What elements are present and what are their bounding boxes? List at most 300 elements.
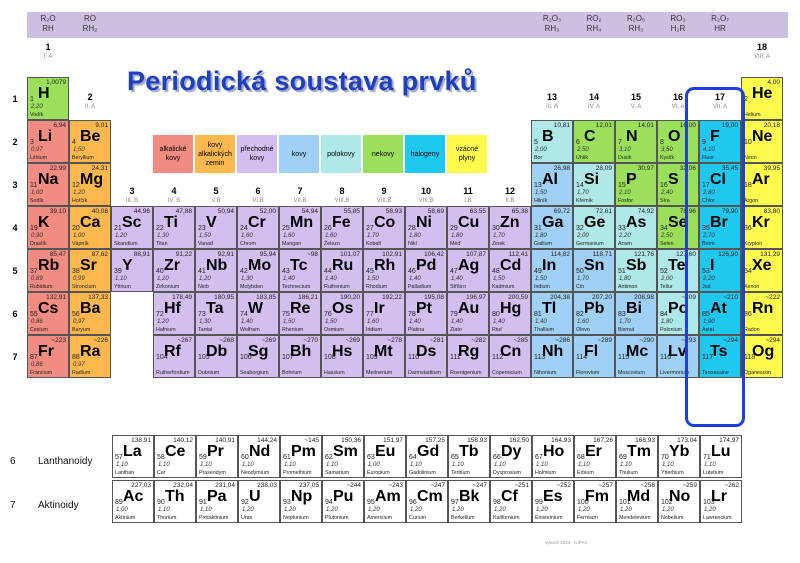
atomic-number: 64 (409, 454, 417, 461)
group-header (28, 42, 68, 61)
element-symbol: Pa (207, 488, 227, 505)
element-name: Fosfor (618, 198, 634, 204)
element-cell (405, 335, 447, 378)
element-name: Zirkonium (156, 284, 180, 290)
element-symbol: Po (668, 300, 689, 317)
atomic-number: 28 (408, 225, 416, 232)
element-symbol: Tc (290, 257, 308, 274)
element-symbol: Ag (458, 257, 480, 274)
electronegativity: 1,10 (620, 462, 632, 468)
element-symbol: Sm (333, 443, 358, 460)
element-name: Skandium (114, 241, 138, 247)
actinoids-label: Aktinoidy (38, 500, 79, 511)
element-name: Lawrencium (703, 515, 732, 521)
atomic-mass: ~258 (640, 482, 655, 489)
group-header (322, 186, 362, 205)
element-symbol: Ts (710, 343, 728, 360)
element-cell (237, 249, 279, 292)
element-cell (321, 292, 363, 335)
group-roman: II.B (505, 198, 515, 204)
atomic-mass: 83,80 (763, 208, 780, 215)
atomic-number: 38 (72, 268, 80, 275)
electronegativity: 2,40 (661, 190, 673, 196)
element-cell (196, 480, 238, 523)
atomic-mass: 28,09 (595, 165, 612, 172)
atomic-number: 1 (30, 96, 34, 103)
element-cell (69, 206, 111, 249)
element-cell (27, 206, 69, 249)
element-symbol: Hg (500, 300, 522, 317)
element-cell (741, 292, 783, 335)
legend-item: vzácné plyny (446, 134, 488, 174)
atomic-number: 36 (744, 225, 752, 232)
element-name: Radium (72, 370, 91, 376)
element-name: Vodík (30, 112, 44, 118)
element-cell (111, 249, 153, 292)
atomic-number: 41 (198, 268, 206, 275)
hydride-label: HR (714, 24, 726, 33)
atomic-mass: 58,69 (427, 208, 444, 215)
atomic-number: 89 (115, 499, 123, 506)
atomic-number: 20 (72, 225, 80, 232)
atomic-number: 93 (283, 499, 291, 506)
electronegativity: 1,40 (493, 319, 505, 325)
element-symbol: Ar (752, 171, 770, 188)
element-symbol: Sc (122, 214, 142, 231)
oxide-formula (658, 14, 698, 34)
atomic-number: 26 (324, 225, 332, 232)
element-symbol: Dy (501, 443, 522, 460)
atomic-number: 4 (72, 139, 76, 146)
group-roman: VIII.B (376, 198, 392, 204)
element-name: Holmium (535, 470, 556, 476)
element-symbol: Bh (290, 343, 312, 360)
element-name: Argon (744, 198, 759, 204)
atomic-number: 81 (534, 311, 542, 318)
atomic-number: 48 (492, 268, 500, 275)
electronegativity: 1,30 (241, 276, 253, 282)
element-name: Titan (156, 241, 168, 247)
element-cell (27, 163, 69, 206)
atomic-number: 116 (660, 354, 672, 361)
atomic-number: 99 (535, 499, 543, 506)
element-cell (111, 206, 153, 249)
electronegativity: 1,80 (661, 319, 673, 325)
element-name: Uran (241, 515, 253, 521)
element-symbol: Er (585, 443, 602, 460)
element-name: Moscovium (618, 370, 645, 376)
element-name: Selen (660, 241, 674, 247)
element-name: Einsteinium (535, 515, 563, 521)
atomic-mass: 190,20 (340, 294, 360, 301)
atomic-mass: 87,62 (91, 251, 108, 258)
group-roman: III. A (545, 104, 558, 110)
electronegativity: 2,80 (703, 190, 715, 196)
group-roman: VII.B (293, 198, 307, 204)
atomic-mass: 101,07 (340, 251, 360, 258)
element-cell (741, 206, 783, 249)
atomic-number: 42 (240, 268, 248, 275)
element-name: Chrom (240, 241, 256, 247)
element-cell (741, 249, 783, 292)
element-name: Thulium (619, 470, 638, 476)
electronegativity: 2,00 (661, 276, 673, 282)
group-number: 2 (87, 92, 93, 102)
element-name: Beryllium (72, 155, 94, 161)
element-name: Nihonium (534, 370, 557, 376)
atomic-mass: 95,94 (259, 251, 276, 258)
element-symbol: Nd (249, 443, 271, 460)
atomic-mass: 231,04 (215, 482, 235, 489)
element-symbol: Tl (542, 300, 557, 317)
element-symbol: Ni (416, 214, 432, 231)
element-cell (574, 480, 616, 523)
element-name: Cer (157, 470, 166, 476)
atomic-mass: 12,01 (595, 122, 612, 129)
atomic-number: 65 (451, 454, 459, 461)
element-cell (69, 249, 111, 292)
element-name: Neptunium (283, 515, 309, 521)
atomic-number: 29 (450, 225, 458, 232)
element-name: Darmstadtium (408, 370, 441, 376)
electronegativity: 0,86 (31, 319, 43, 325)
element-cell (27, 120, 69, 163)
element-cell (447, 249, 489, 292)
atomic-number: 52 (660, 268, 668, 275)
period-label: 3 (12, 180, 18, 190)
element-name: Francium (30, 370, 53, 376)
element-name: Hassium (324, 370, 345, 376)
group-number: 5 (213, 186, 219, 196)
atomic-number: 100 (577, 499, 589, 506)
element-cell (153, 249, 195, 292)
atomic-mass: 192,22 (382, 294, 402, 301)
element-symbol: Zn (500, 214, 520, 231)
element-cell (573, 206, 615, 249)
atomic-mass: 91,22 (175, 251, 192, 258)
atomic-number: 109 (366, 354, 378, 361)
electronegativity: 0,99 (73, 276, 85, 282)
atomic-number: 8 (660, 139, 664, 146)
atomic-mass: 138,91 (131, 437, 151, 444)
atomic-mass: ~244 (346, 482, 361, 489)
group-header (364, 186, 404, 205)
element-name: Oganesson (744, 370, 772, 376)
electronegativity: 1,10 (326, 462, 338, 468)
element-name: Síra (660, 198, 670, 204)
element-name: Gallium (534, 241, 552, 247)
element-cell (69, 163, 111, 206)
element-cell (27, 249, 69, 292)
element-symbol: Pr (207, 443, 224, 460)
electronegativity: 2,10 (619, 190, 631, 196)
electronegativity: 1,00 (73, 233, 85, 239)
atomic-number: 112 (492, 354, 504, 361)
oxide-formula (700, 14, 740, 34)
atomic-number: 98 (493, 499, 501, 506)
element-symbol: H (38, 85, 50, 102)
element-name: Terbium (451, 470, 470, 476)
element-symbol: Pb (584, 300, 605, 317)
element-cell (153, 206, 195, 249)
atomic-mass: ~268 (219, 337, 234, 344)
element-name: Meitnerium (366, 370, 393, 376)
element-symbol: Co (374, 214, 396, 231)
electronegativity: 1,50 (199, 233, 211, 239)
element-name: Dubnium (198, 370, 220, 376)
element-symbol: Fe (332, 214, 351, 231)
atomic-mass: 40,08 (91, 208, 108, 215)
element-symbol: Cn (500, 343, 522, 360)
element-name: Fermium (577, 515, 598, 521)
atomic-mass: ~294 (723, 337, 738, 344)
atomic-mass: 74,92 (637, 208, 654, 215)
atomic-number: 80 (492, 311, 500, 318)
element-cell (321, 335, 363, 378)
group-number: 11 (463, 186, 473, 196)
group-roman: IV. B (167, 198, 181, 204)
element-cell (490, 435, 532, 478)
element-cell (573, 335, 615, 378)
atomic-mass: 168,93 (635, 437, 655, 444)
element-cell (406, 480, 448, 523)
atomic-mass: 195,08 (424, 294, 444, 301)
electronegativity: 1,20 (494, 507, 506, 513)
element-name: Rtuť (492, 327, 503, 333)
element-symbol: Hs (332, 343, 353, 360)
element-name: Tellur (660, 284, 673, 290)
atomic-number: 85 (702, 311, 710, 318)
electronegativity: 1,40 (325, 276, 337, 282)
atomic-mass: 150,36 (341, 437, 361, 444)
element-name: Palladium (408, 284, 432, 290)
group-header (574, 92, 614, 111)
element-name: Fluor (702, 155, 715, 161)
atomic-mass: 140,91 (215, 437, 235, 444)
element-cell (112, 435, 154, 478)
element-cell (615, 335, 657, 378)
element-symbol: Te (668, 257, 686, 274)
element-name: Olovo (576, 327, 590, 333)
electronegativity: 0,97 (73, 362, 85, 368)
group-number: 12 (504, 186, 515, 196)
hydride-label: RH₂ (82, 24, 98, 33)
element-name: Curium (409, 515, 427, 521)
group-header (280, 186, 320, 205)
atomic-number: 102 (661, 499, 673, 506)
atomic-number: 107 (282, 354, 294, 361)
element-symbol: Ta (206, 300, 224, 317)
element-name: Yttrium (114, 284, 131, 290)
electronegativity: 2,50 (661, 233, 673, 239)
element-name: Železo (324, 241, 340, 247)
atomic-mass: 39,95 (763, 165, 780, 172)
legend-item: halogeny (404, 134, 446, 174)
element-name: Radon (744, 327, 760, 333)
element-symbol: Yb (669, 443, 690, 460)
atomic-mass: 22,99 (49, 165, 66, 172)
element-symbol: Se (668, 214, 688, 231)
atomic-mass: 19,00 (721, 122, 738, 129)
element-symbol: Sb (626, 257, 647, 274)
oxide-label: RO₂ (586, 14, 602, 23)
group-roman: V.B (211, 198, 221, 204)
element-symbol: Rn (752, 300, 774, 317)
electronegativity: 2,20 (31, 104, 43, 110)
atomic-mass: 208,98 (634, 294, 654, 301)
element-symbol: Fm (585, 488, 609, 505)
electronegativity: 1,20 (326, 507, 338, 513)
element-cell (573, 249, 615, 292)
element-symbol: Ra (80, 343, 101, 360)
element-name: Hořčík (72, 198, 88, 204)
element-name: Jod (702, 284, 711, 290)
element-symbol: Pm (291, 443, 316, 460)
electronegativity: 1,20 (662, 507, 674, 513)
atomic-number: 79 (450, 311, 458, 318)
element-symbol: Th (165, 488, 185, 505)
element-symbol: F (710, 128, 720, 145)
element-name: Tennessine (702, 370, 729, 376)
atomic-mass: ~222 (765, 294, 780, 301)
element-cell (238, 480, 280, 523)
atomic-mass: 78,96 (679, 208, 696, 215)
atomic-number: 58 (157, 454, 165, 461)
atomic-number: 73 (198, 311, 206, 318)
atomic-number: 63 (367, 454, 375, 461)
element-cell (405, 249, 447, 292)
element-cell (321, 249, 363, 292)
atomic-mass: 30,97 (637, 165, 654, 172)
element-name: Thallium (534, 327, 555, 333)
electronegativity: 1,50 (493, 276, 505, 282)
atomic-mass: 183,85 (256, 294, 276, 301)
electronegativity: 1,50 (535, 276, 547, 282)
group-header (490, 186, 530, 205)
element-cell (532, 480, 574, 523)
electronegativity: 0,97 (73, 319, 85, 325)
atomic-number: 15 (618, 182, 626, 189)
element-name: Hliník (534, 198, 548, 204)
element-symbol: Bk (459, 488, 480, 505)
atomic-mass: 112,41 (508, 251, 528, 258)
element-cell (741, 335, 783, 378)
atomic-mass: 121,76 (634, 251, 654, 258)
atomic-mass: 158,93 (467, 437, 487, 444)
element-name: Baryum (72, 327, 91, 333)
electronegativity: 1,20 (536, 507, 548, 513)
element-name: Europium (367, 470, 390, 476)
element-name: Bor (534, 155, 543, 161)
atomic-number: 101 (619, 499, 631, 506)
atomic-mass: ~257 (598, 482, 613, 489)
element-cell (154, 435, 196, 478)
atomic-mass: 55,85 (343, 208, 360, 215)
atomic-mass: 238,03 (257, 482, 277, 489)
element-cell (363, 292, 405, 335)
electronegativity: 1,10 (662, 462, 674, 468)
element-name: Brom (702, 241, 715, 247)
atomic-number: 88 (72, 354, 80, 361)
atomic-number: 61 (283, 454, 291, 461)
element-cell (448, 480, 490, 523)
atomic-number: 43 (282, 268, 290, 275)
element-name: Roentgenium (450, 370, 482, 376)
group-header (406, 186, 446, 205)
element-name: Erbium (577, 470, 594, 476)
atomic-number: 27 (366, 225, 374, 232)
electronegativity: 1,20 (410, 507, 422, 513)
electronegativity: 1,60 (283, 233, 295, 239)
element-cell (573, 292, 615, 335)
electronegativity: 1,10 (536, 462, 548, 468)
element-symbol: P (626, 171, 637, 188)
group-roman: V. A (630, 104, 642, 110)
group-roman: VI.B (252, 198, 264, 204)
oxide-formula (70, 14, 110, 34)
atomic-number: 55 (30, 311, 38, 318)
element-symbol: Pu (333, 488, 354, 505)
group-number: 10 (420, 186, 431, 196)
atomic-mass: 16,00 (679, 122, 696, 129)
atomic-mass: 162,50 (509, 437, 529, 444)
element-symbol: Eu (375, 443, 396, 460)
element-name: Americium (367, 515, 393, 521)
hydride-label: RH₄ (586, 24, 602, 33)
electronegativity: 1,10 (494, 462, 506, 468)
electronegativity: 1,60 (325, 233, 337, 239)
element-cell (321, 206, 363, 249)
element-cell (573, 163, 615, 206)
atomic-mass: ~269 (345, 337, 360, 344)
electronegativity: 1,10 (158, 507, 170, 513)
hydride-label: RH₃ (544, 24, 560, 33)
element-cell (741, 120, 783, 163)
hydride-label: H₂R (670, 24, 686, 33)
atomic-number: 87 (30, 354, 38, 361)
element-cell (195, 292, 237, 335)
element-name: Lanthan (115, 470, 135, 476)
electronegativity: 0,89 (31, 276, 43, 282)
element-symbol: Gd (417, 443, 440, 460)
atomic-mass: ~226 (93, 337, 108, 344)
element-symbol: N (626, 128, 638, 145)
atomic-mass: 186,21 (298, 294, 318, 301)
atomic-number: 16 (660, 182, 668, 189)
element-symbol: Ne (752, 128, 773, 145)
element-name: Dysprosium (493, 470, 521, 476)
atomic-mass: 85,47 (49, 251, 66, 258)
electronegativity: 1,50 (73, 147, 85, 153)
element-cell (27, 77, 69, 120)
atomic-mass: 151,97 (383, 437, 403, 444)
atomic-number: 33 (618, 225, 626, 232)
element-name: Kyslík (660, 155, 675, 161)
electronegativity: 1,10 (200, 507, 212, 513)
electronegativity: 1,70 (577, 276, 589, 282)
element-symbol: La (123, 443, 142, 460)
electronegativity: 1,80 (409, 233, 421, 239)
group-number: 1 (45, 42, 51, 52)
element-cell (700, 480, 742, 523)
element-name: Thorium (157, 515, 177, 521)
element-symbol: Cm (417, 488, 443, 505)
electronegativity: 1,10 (116, 462, 128, 468)
electronegativity: 1,40 (409, 319, 421, 325)
element-name: Draslík (30, 241, 47, 247)
atomic-mass: 106,42 (424, 251, 444, 258)
atomic-mass: 6,94 (53, 122, 66, 129)
